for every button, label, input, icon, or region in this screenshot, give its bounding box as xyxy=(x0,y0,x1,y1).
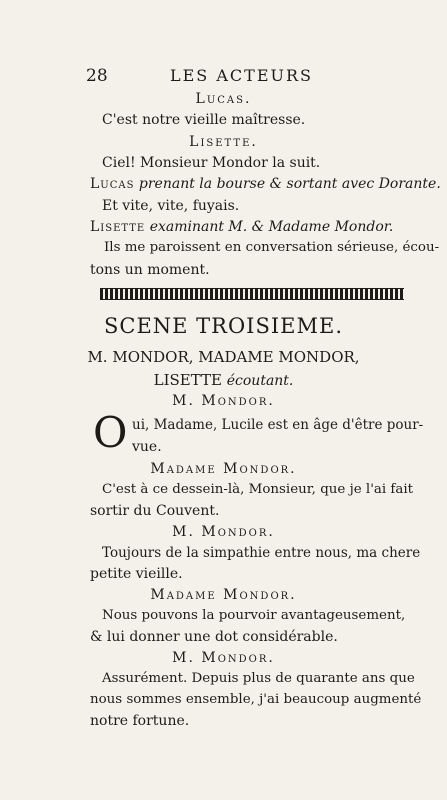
cast-name: LISETTE xyxy=(153,371,222,389)
cast-direction: écoutant. xyxy=(226,373,294,389)
dialogue-line: nous sommes ensemble, j'ai beaucoup augmenté xyxy=(90,692,422,707)
dialogue-line: & lui donner une dot considérable. xyxy=(90,629,338,645)
dialogue-line: sortir du Couvent. xyxy=(90,503,220,519)
stage-text: examinant M. & Madame Mondor. xyxy=(149,219,394,235)
running-head: LES ACTEURS xyxy=(170,66,313,85)
dialogue-line: Assurément. Depuis plus de quarante ans que xyxy=(102,671,415,686)
scene-title: SCENE TROISIEME. xyxy=(103,314,343,338)
dialogue-line: notre fortune. xyxy=(90,713,190,729)
dialogue-line: Ils me paroissent en conversation sérieuse, écou- xyxy=(104,240,440,255)
stage-direction xyxy=(90,219,393,235)
speaker-madame-mondor: Madame Mondor. xyxy=(150,587,297,603)
dialogue-line: petite vieille. xyxy=(90,566,183,582)
dialogue-line: Et vite, vite, fuyais. xyxy=(102,198,240,214)
speaker-m-mondor: M. Mondor. xyxy=(172,524,275,540)
speaker-madame-mondor: Madame Mondor. xyxy=(150,461,297,477)
dialogue-line: Toujours de la simpathie entre nous, ma chere xyxy=(102,545,421,561)
page-header xyxy=(0,66,447,88)
ornamental-rule xyxy=(100,288,404,300)
cast-list-2 xyxy=(0,371,447,389)
page-number: 28 xyxy=(86,66,108,86)
dialogue-line: C'est notre vieille maîtresse. xyxy=(102,112,306,128)
stage-text: prenant la bourse & sortant avec Dorante. xyxy=(138,176,441,192)
stage-direction xyxy=(90,176,441,192)
dialogue-line: ui, Madame, Lucile est en âge d'être pour- xyxy=(132,417,424,433)
dialogue-line: C'est à ce dessein-là, Monsieur, que je l'ai fait xyxy=(102,482,413,497)
drop-cap: O xyxy=(93,408,128,457)
stage-speaker: Lisette xyxy=(90,219,146,235)
speaker-lucas: Lucas. xyxy=(195,91,252,107)
dialogue-line: Ciel! Monsieur Mondor la suit. xyxy=(102,155,321,171)
dialogue-line: Nous pouvons la pourvoir avantageusement, xyxy=(102,608,406,623)
dialogue-line: vue. xyxy=(132,439,162,455)
speaker-lisette: Lisette. xyxy=(189,134,258,150)
cast-list: M. MONDOR, MADAME MONDOR, xyxy=(87,348,360,366)
speaker-m-mondor: M. Mondor. xyxy=(172,393,275,409)
speaker-m-mondor: M. Mondor. xyxy=(172,650,275,666)
stage-speaker: Lucas xyxy=(90,176,135,192)
dialogue-line: tons un moment. xyxy=(90,262,210,278)
